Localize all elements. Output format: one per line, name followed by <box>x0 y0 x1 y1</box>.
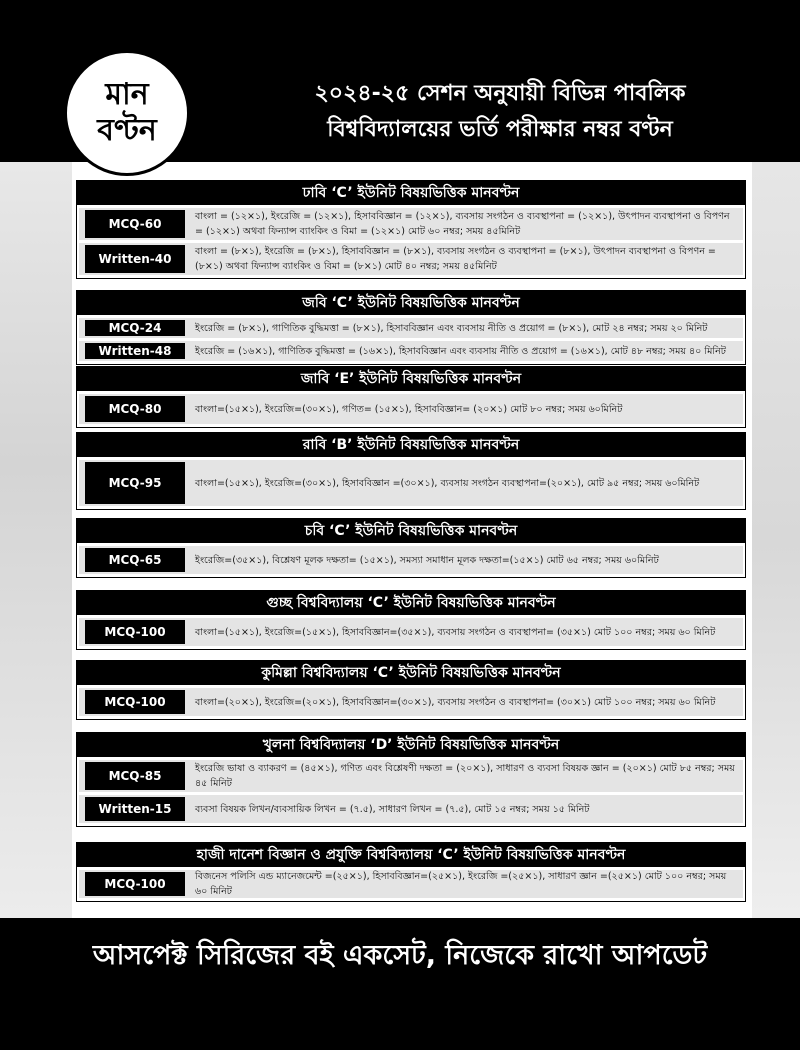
section-cu-c-unit <box>76 518 746 578</box>
section-ju-e-unit <box>76 366 746 428</box>
exam-type-label: Written-48 <box>85 343 185 359</box>
title-line-1: ২০২৪-২৫ সেশন অনুযায়ী বিভিন্ন পাবলিক <box>314 81 686 106</box>
exam-type-label: MCQ-65 <box>85 548 185 572</box>
section-hstu-c-unit <box>76 842 746 902</box>
mark-distribution-text: বাংলা=(১৫×১), ইংরেজি=(৩০×১), হিসাববিজ্ঞান =(৩০×১), ব্যবসায় সংগঠন ব্যবস্থাপনা=(২০×১), মোট ৯৫ নম্বর; সময় ৬০মিনিট <box>195 477 700 489</box>
table-row <box>79 870 743 898</box>
page-title <box>215 76 785 148</box>
section-ru-b-unit <box>76 432 746 510</box>
section-title: রাবি ‘B’ ইউনিট বিষয়ভিত্তিক মানবণ্টন <box>77 433 745 457</box>
table-row <box>79 318 743 338</box>
title-line-2: বিশ্ববিদ্যালয়ের ভর্তি পরীক্ষার নম্বর বণ্টন <box>327 117 673 142</box>
exam-type-label: MCQ-85 <box>85 762 185 790</box>
footer-slogan: আসপেক্ট সিরিজের বই একসেট, নিজেকে রাখো আপডেট <box>92 940 708 971</box>
section-title: জবি ‘C’ ইউনিট বিষয়ভিত্তিক মানবণ্টন <box>77 291 745 315</box>
background-left-panel <box>0 162 72 918</box>
background-right-panel <box>752 162 800 918</box>
section-ku-d-unit <box>76 732 746 827</box>
mark-distribution-text: ইংরেজি = (৮×১), গাণিতিক বুদ্ধিমত্তা = (৮×১), হিসাববিজ্ঞান এবং ব্যবসায় নীতি ও প্রয়োগ = (৮×১), মোট ২৪ নম্বর; সময় ২০ মিনিট <box>195 322 708 334</box>
section-title: চবি ‘C’ ইউনিট বিষয়ভিত্তিক মানবণ্টন <box>77 519 745 543</box>
mark-distribution-text: বাংলা = (৮×১), ইংরেজি = (৮×১), হিসাববিজ্ঞান = (৮×১), ব্যবসায় সংগঠন ও ব্যবস্থাপনা = (৮×১), উৎপাদন ব্যবস্থাপনা ও বিপণন = (৮×১) অথবা ফিন্যান্স ব্যাংকিং ও বিমা = (৮×১) মোট ৪০ নম্বর; সময় ৪৫মিনিট <box>195 246 716 272</box>
logo-badge <box>64 50 190 176</box>
badge-line-1: মান <box>105 77 149 112</box>
table-row <box>79 243 743 275</box>
exam-type-label: MCQ-100 <box>85 690 185 714</box>
exam-type-label: MCQ-100 <box>85 620 185 644</box>
section-title: জাবি ‘E’ ইউনিট বিষয়ভিত্তিক মানবণ্টন <box>77 367 745 391</box>
exam-type-label: MCQ-60 <box>85 210 185 238</box>
section-title: গুচ্ছ বিশ্ববিদ্যালয় ‘C’ ইউনিট বিষয়ভিত্তিক মানবণ্টন <box>77 591 745 615</box>
exam-type-label: MCQ-100 <box>85 872 185 896</box>
section-du-c-unit <box>76 180 746 279</box>
mark-distribution-text: ইংরেজি = (১৬×১), গাণিতিক বুদ্ধিমত্তা = (১৬×১), হিসাববিজ্ঞান এবং ব্যবসায় নীতি ও প্রয়োগ = (১৬×১), মোট ৪৮ নম্বর; সময় ৪০ মিনিট <box>195 345 726 357</box>
exam-type-label: Written-15 <box>85 797 185 821</box>
mark-distribution-text: বাংলা = (১২×১), ইংরেজি = (১২×১), হিসাববিজ্ঞান = (১২×১), ব্যবসায় সংগঠন ও ব্যবস্থাপনা = (১২×১), উৎপাদন ব্যবস্থাপনা ও বিপণন = (১২×১) অথবা ফিন্যান্স ব্যাংকিং ও বিমা = (১২×১) মোট ৬০ নম্বর; সময় ৪৫মিনিট <box>195 211 730 237</box>
table-row <box>79 546 743 574</box>
mark-distribution-text: বিজনেস পলিসি এন্ড ম্যানেজমেন্ট =(২৫×১), হিসাববিজ্ঞান=(২৫×১), ইংরেজি =(২৫×১), সাধারণ জ্ঞান =(২৫×১) মোট ১০০ নম্বর; সময় ৬০ মিনিট <box>195 871 727 897</box>
mark-distribution-text: ইংরেজি=(৩৫×১), বিশ্লেষণ মূলক দক্ষতা= (১৫×১), সমস্যা সমাধান মূলক দক্ষতা=(১৫×১) মোট ৬৫ নম্বর; সময় ৬০মিনিট <box>195 554 659 566</box>
section-title: খুলনা বিশ্ববিদ্যালয় ‘D’ ইউনিট বিষয়ভিত্তিক মানবণ্টন <box>77 733 745 757</box>
mark-distribution-text: বাংলা=(১৫×১), ইংরেজি=(৩০×১), গণিত= (১৫×১), হিসাববিজ্ঞান= (২০×১) মোট ৮০ নম্বর; সময় ৬০মিনিট <box>195 403 623 415</box>
section-guccho-c-unit <box>76 590 746 650</box>
table-row <box>79 341 743 361</box>
table-row <box>79 460 743 506</box>
section-title: হাজী দানেশ বিজ্ঞান ও প্রযুক্তি বিশ্ববিদ্যালয় ‘C’ ইউনিট বিষয়ভিত্তিক মানবণ্টন <box>77 843 745 867</box>
badge-line-2: বণ্টন <box>97 113 157 148</box>
footer-banner <box>0 918 800 1050</box>
exam-type-label: MCQ-24 <box>85 320 185 336</box>
mark-distribution-text: ব্যবসা বিষয়ক লিখন/ব্যবসায়িক লিখন = (৭.৫), সাধারণ লিখন = (৭.৫), মোট ১৫ নম্বর; সময় ১৫ মিনিট <box>195 803 590 815</box>
exam-type-label: Written-40 <box>85 245 185 273</box>
table-row <box>79 688 743 716</box>
section-title: কুমিল্লা বিশ্ববিদ্যালয় ‘C’ ইউনিট বিষয়ভিত্তিক মানবণ্টন <box>77 661 745 685</box>
mark-distribution-text: বাংলা=(১৫×১), ইংরেজি=(১৫×১), হিসাববিজ্ঞান=(৩৫×১), ব্যবসায় সংগঠন ও ব্যবস্থাপনা= (৩৫×১) মোট ১০০ নম্বর; সময় ৬০ মিনিট <box>195 626 716 638</box>
table-row <box>79 208 743 240</box>
table-row <box>79 618 743 646</box>
mark-distribution-text: বাংলা=(২০×১), ইংরেজি=(২০×১), হিসাববিজ্ঞান=(৩০×১), ব্যবসায় সংগঠন ও ব্যবস্থাপনা= (৩০×১) মোট ১০০ নম্বর; সময় ৬০ মিনিট <box>195 696 716 708</box>
section-cou-c-unit <box>76 660 746 720</box>
table-row <box>79 795 743 823</box>
section-jnu-c-unit <box>76 290 746 365</box>
content-area <box>72 162 752 918</box>
exam-type-label: MCQ-95 <box>85 462 185 504</box>
table-row <box>79 394 743 424</box>
mark-distribution-text: ইংরেজি ভাষা ও ব্যাকরণ = (৪৫×১), গণিত এবং বিশ্লেষণী দক্ষতা = (২০×১), সাধারণ ও ব্যবসা বিষয়ক জ্ঞান = (২০×১) মোট ৮৫ নম্বর; সময় ৪৫ মিনিট <box>195 763 735 789</box>
exam-type-label: MCQ-80 <box>85 396 185 422</box>
section-title: ঢাবি ‘C’ ইউনিট বিষয়ভিত্তিক মানবণ্টন <box>77 181 745 205</box>
table-row <box>79 760 743 792</box>
